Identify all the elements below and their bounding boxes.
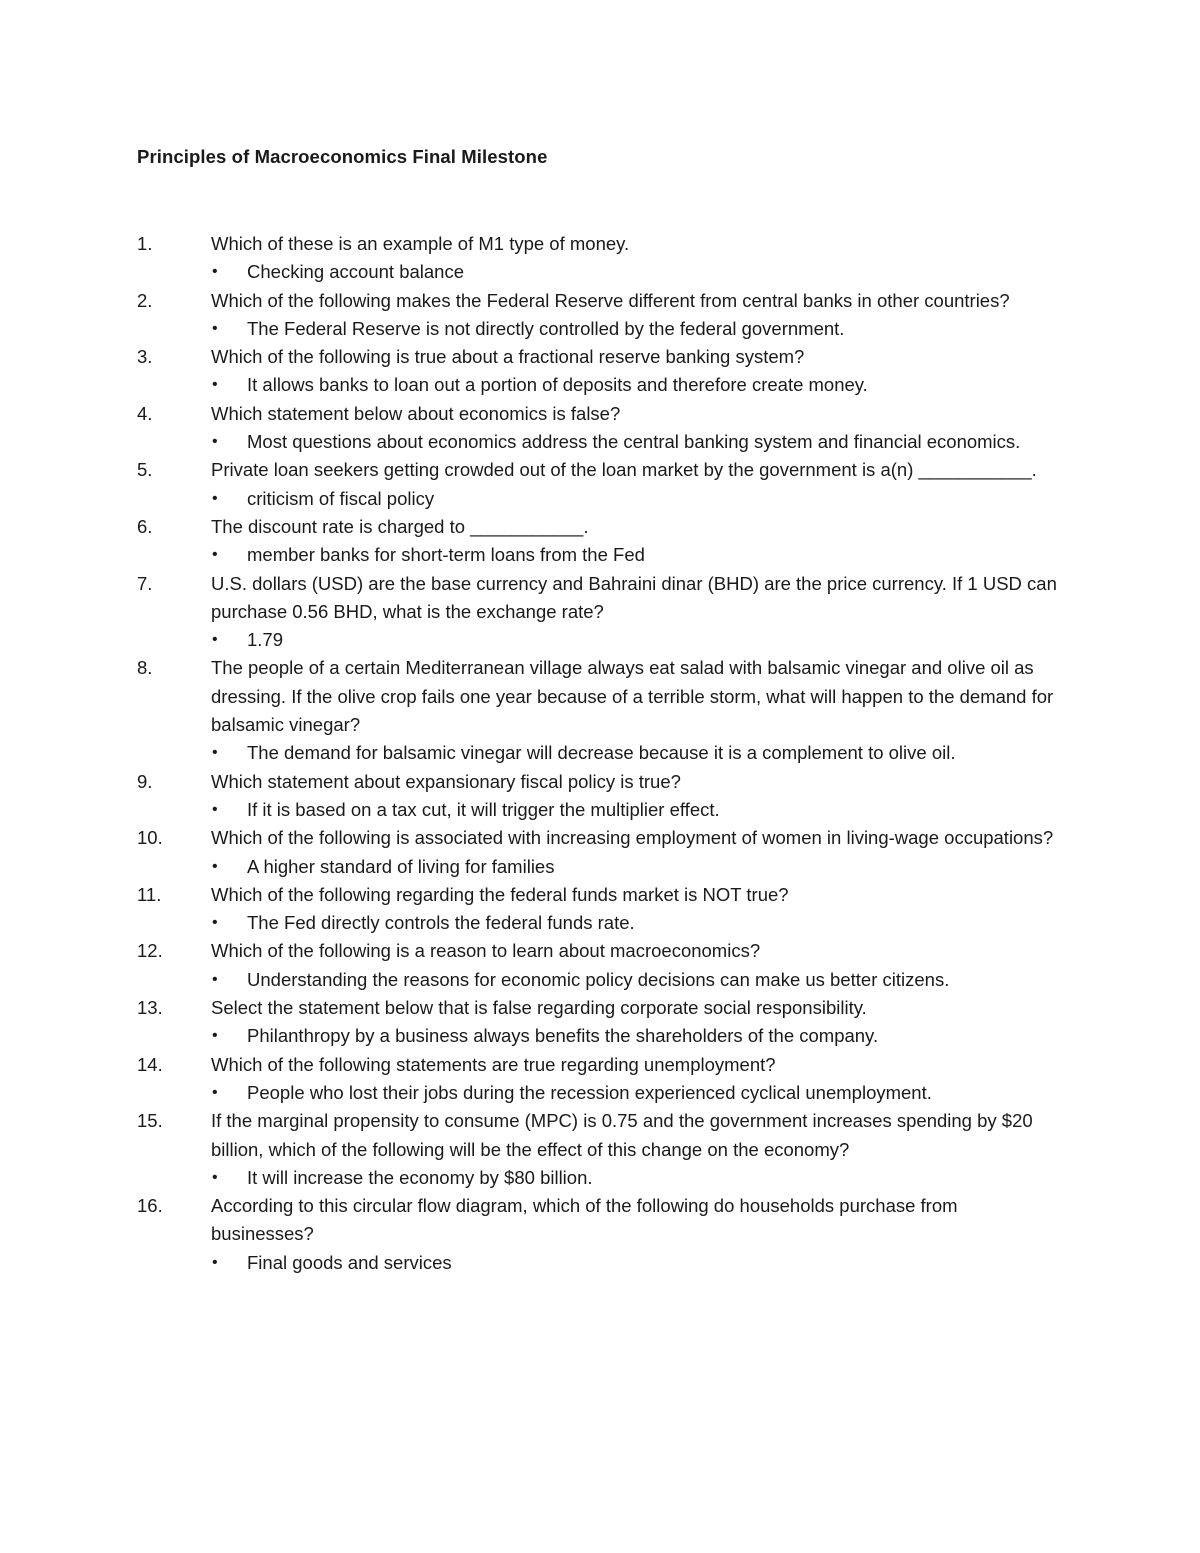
answer-text: 1.79 <box>247 629 284 651</box>
question-number: 9. <box>137 770 153 792</box>
answer-row <box>0 1164 1200 1192</box>
question-row <box>0 824 1200 852</box>
question-item <box>0 456 1200 513</box>
bullet-icon: • <box>212 857 218 875</box>
answer-row <box>0 909 1200 937</box>
question-number: 1. <box>137 233 153 254</box>
question-item <box>0 400 1200 457</box>
question-row <box>0 456 1200 484</box>
question-text: Private loan seekers getting crowded out of the loan market by the government is a(n) ___________. <box>211 459 1037 481</box>
question-item <box>0 1051 1200 1108</box>
question-text: Which of the following is true about a fractional reserve banking system? <box>211 346 805 368</box>
question-text: Which statement below about economics is false? <box>211 402 621 424</box>
question-text: Which of the following is a reason to learn about macroeconomics? <box>211 940 761 962</box>
bullet-icon: • <box>212 1168 218 1186</box>
question-number: 8. <box>137 657 153 679</box>
bullet-icon: • <box>212 970 218 988</box>
answer-row <box>0 739 1200 767</box>
question-text: Which of these is an example of M1 type of money. <box>211 233 630 254</box>
question-row <box>0 570 1200 627</box>
question-row <box>0 1051 1200 1079</box>
question-number: 3. <box>137 346 153 368</box>
question-row <box>0 400 1200 428</box>
answer-row <box>0 541 1200 569</box>
answer-text: criticism of fiscal policy <box>247 487 435 509</box>
question-text: According to this circular flow diagram, which of the following do households purchase from businesses? <box>211 1195 958 1245</box>
bullet-icon: • <box>212 1083 218 1101</box>
answer-row <box>0 428 1200 456</box>
question-item <box>0 343 1200 400</box>
bullet-icon: • <box>212 263 218 281</box>
question-row <box>0 1192 1200 1249</box>
question-text: If the marginal propensity to consume (MPC) is 0.75 and the government increases spending by $20 billion, which of the following will be the effect of this change on the economy? <box>211 1110 1033 1160</box>
answer-text: The Federal Reserve is not directly controlled by the federal government. <box>247 317 845 339</box>
answer-text: A higher standard of living for families <box>247 855 555 877</box>
question-item <box>0 230 1200 287</box>
answer-row <box>0 1079 1200 1107</box>
answer-row <box>0 485 1200 513</box>
answer-row <box>0 258 1200 286</box>
question-row <box>0 1107 1200 1164</box>
question-text: Which of the following makes the Federal Reserve different from central banks in other countries? <box>211 289 1010 311</box>
question-item <box>0 654 1200 767</box>
bullet-icon: • <box>212 914 218 932</box>
question-item <box>0 287 1200 344</box>
question-list <box>0 230 1200 1277</box>
question-number: 10. <box>137 827 163 849</box>
question-text: Select the statement below that is false regarding corporate social responsibility. <box>211 997 867 1019</box>
answer-text: People who lost their jobs during the recession experienced cyclical unemployment. <box>247 1081 932 1103</box>
answer-text: Philanthropy by a business always benefits the shareholders of the company. <box>247 1025 879 1047</box>
document-title: Principles of Macroeconomics Final Milestone <box>137 146 548 167</box>
question-row <box>0 343 1200 371</box>
question-item <box>0 768 1200 825</box>
question-row <box>0 287 1200 315</box>
answer-text: Checking account balance <box>247 261 465 283</box>
question-number: 2. <box>137 289 153 311</box>
bullet-icon: • <box>212 800 218 818</box>
answer-text: The demand for balsamic vinegar will decrease because it is a complement to olive oil. <box>247 742 956 764</box>
answer-text: The Fed directly controls the federal funds rate. <box>247 912 635 934</box>
answer-row <box>0 1022 1200 1050</box>
question-number: 16. <box>137 1195 163 1217</box>
question-row <box>0 654 1200 739</box>
question-number: 11. <box>137 883 162 905</box>
question-text: The discount rate is charged to ___________. <box>211 515 589 537</box>
answer-text: It will increase the economy by $80 billion. <box>247 1166 593 1188</box>
answer-row <box>0 853 1200 881</box>
question-row <box>0 768 1200 796</box>
answer-row <box>0 315 1200 343</box>
question-text: Which of the following regarding the federal funds market is NOT true? <box>211 883 789 905</box>
question-number: 14. <box>137 1053 163 1075</box>
question-item <box>0 570 1200 655</box>
question-item <box>0 881 1200 938</box>
question-item <box>0 1107 1200 1192</box>
answer-text: Most questions about economics address the central banking system and financial economics. <box>247 431 1021 453</box>
bullet-icon: • <box>212 489 218 507</box>
bullet-icon: • <box>212 1027 218 1045</box>
bullet-icon: • <box>212 744 218 762</box>
question-number: 15. <box>137 1110 163 1132</box>
question-number: 5. <box>137 459 153 481</box>
answer-text: Final goods and services <box>247 1251 452 1273</box>
question-number: 7. <box>137 572 153 594</box>
question-row <box>0 881 1200 909</box>
answer-text: If it is based on a tax cut, it will trigger the multiplier effect. <box>247 798 720 820</box>
question-text: Which statement about expansionary fiscal policy is true? <box>211 770 681 792</box>
answer-row <box>0 1249 1200 1277</box>
answer-text: Understanding the reasons for economic policy decisions can make us better citizens. <box>247 968 950 990</box>
bullet-icon: • <box>212 319 218 337</box>
question-row <box>0 513 1200 541</box>
question-text: The people of a certain Mediterranean village always eat salad with balsamic vinegar and olive oil as dressing. If the olive crop fails one year because of a terrible storm, what will happen to the demand for balsamic vinegar? <box>211 657 1054 736</box>
question-number: 13. <box>137 997 163 1019</box>
answer-row <box>0 371 1200 399</box>
bullet-icon: • <box>212 376 218 394</box>
question-number: 4. <box>137 402 153 424</box>
question-item <box>0 994 1200 1051</box>
question-row <box>0 937 1200 965</box>
question-text: Which of the following statements are true regarding unemployment? <box>211 1053 776 1075</box>
bullet-icon: • <box>212 433 218 451</box>
question-text: Which of the following is associated with increasing employment of women in living-wage occupations? <box>211 827 1054 849</box>
bullet-icon: • <box>212 1253 218 1271</box>
question-item <box>0 1192 1200 1277</box>
question-text: U.S. dollars (USD) are the base currency and Bahraini dinar (BHD) are the price currency. If 1 USD can purchase 0.56 BHD, what is the exchange rate? <box>211 572 1057 622</box>
question-item <box>0 513 1200 570</box>
answer-row <box>0 966 1200 994</box>
answer-row <box>0 626 1200 654</box>
answer-text: It allows banks to loan out a portion of deposits and therefore create money. <box>247 374 868 396</box>
question-row <box>0 994 1200 1022</box>
bullet-icon: • <box>212 631 218 649</box>
bullet-icon: • <box>212 546 218 564</box>
question-item <box>0 937 1200 994</box>
question-item <box>0 824 1200 881</box>
question-number: 6. <box>137 515 153 537</box>
answer-text: member banks for short-term loans from the Fed <box>247 544 645 566</box>
question-row <box>0 230 1200 258</box>
answer-row <box>0 796 1200 824</box>
question-number: 12. <box>137 940 163 962</box>
